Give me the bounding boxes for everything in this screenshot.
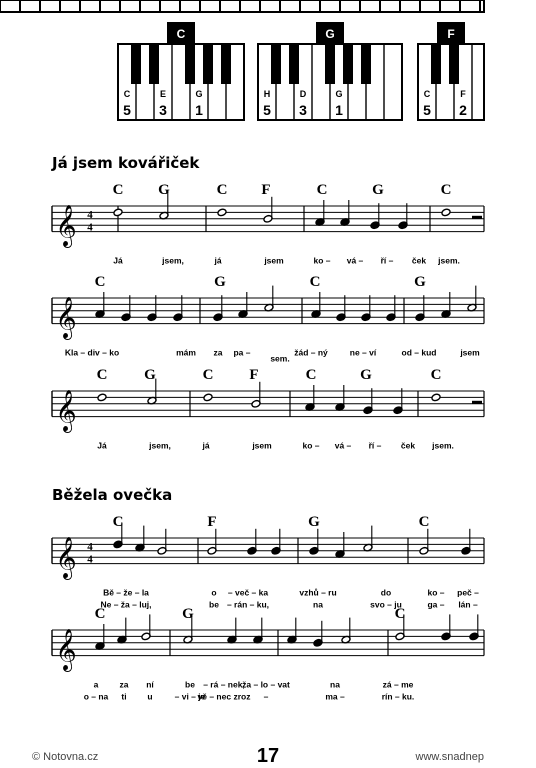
chord-symbol: F — [249, 367, 259, 383]
black-key — [131, 44, 141, 84]
page-number: 17 — [256, 745, 280, 767]
chord-symbol: F — [261, 182, 271, 198]
staff-system — [52, 367, 484, 451]
lyric-syllable: od – kud — [401, 347, 437, 358]
lyric-syllable: ma – — [325, 691, 345, 702]
keyboard-C — [118, 22, 244, 120]
treble-clef-icon: 𝄞 — [55, 629, 77, 671]
lyric-syllable: za — [213, 347, 223, 358]
lyric-syllable: vzhů – ru — [299, 587, 337, 598]
keyboard-G — [258, 22, 402, 120]
lyric-syllable: peč – — [457, 587, 479, 598]
chord-symbol: C — [94, 274, 106, 290]
song-title-1: Já jsem kovářiček — [52, 154, 200, 172]
lyric-syllable: Bě – že – la — [103, 587, 149, 598]
key-note-name: G — [335, 89, 343, 99]
black-key — [149, 44, 159, 84]
song-title-2: Běžela ovečka — [52, 486, 173, 504]
lyric-syllable: lán – — [458, 599, 478, 610]
chord-symbol: G — [144, 367, 156, 383]
lyric-syllable: ne – ví — [349, 347, 377, 358]
chord-symbol: G — [214, 274, 226, 290]
time-signature-bottom: 4 — [87, 553, 93, 566]
note-head — [203, 393, 213, 402]
chord-keyboards — [118, 22, 484, 120]
key-finger-number: 5 — [423, 102, 431, 118]
note-head — [431, 393, 441, 402]
lyric-syllable: Kla – div – ko — [64, 347, 120, 358]
treble-clef-icon: 𝄞 — [55, 390, 77, 432]
lyric-syllable: vě – nec zroz — [197, 691, 251, 702]
lyric-syllable: u — [147, 691, 153, 702]
lyric-syllable: – več – ka — [227, 587, 269, 598]
black-key — [221, 44, 231, 84]
lyric-syllable: jsem — [460, 347, 480, 358]
lyric-syllable: na — [330, 679, 340, 690]
chord-symbol: C — [216, 182, 228, 198]
lyric-syllable: ří – — [380, 255, 394, 266]
lyric-syllable: ček — [400, 440, 416, 451]
key-note-name: G — [195, 89, 203, 99]
note-head — [217, 208, 227, 217]
lyric-syllable: jsem, — [149, 440, 171, 451]
chord-symbol: C — [96, 367, 108, 383]
chord-symbol: G — [414, 274, 426, 290]
lyric-syllable: be — [209, 599, 219, 610]
lyric-syllable: sem. — [270, 353, 290, 364]
key-finger-number: 2 — [459, 102, 467, 118]
lyric-syllable: ní — [146, 679, 154, 690]
lyric-syllable: be — [185, 679, 195, 690]
key-finger-number: 1 — [195, 102, 203, 118]
lyric-syllable: ko – — [313, 255, 331, 266]
chord-symbol: G — [158, 182, 170, 198]
chord-symbol: C — [94, 606, 106, 622]
treble-clef-icon: 𝄞 — [55, 205, 77, 247]
key-note-name: H — [263, 89, 271, 99]
treble-clef-icon: 𝄞 — [55, 297, 77, 339]
half-rest — [472, 401, 482, 404]
black-key — [361, 44, 371, 84]
lyric-syllable: o — [211, 587, 217, 598]
lyric-syllable: o – na — [83, 691, 109, 702]
staff-system — [52, 274, 484, 364]
note-head — [441, 208, 451, 217]
lyric-syllable: jsem — [264, 255, 284, 266]
key-note-name: F — [460, 89, 466, 99]
lyric-syllable: ček — [411, 255, 427, 266]
staff-system — [52, 182, 484, 266]
note-head — [113, 208, 123, 217]
chord-symbol: G — [308, 514, 320, 530]
lyric-syllable: žád – ný — [294, 347, 328, 358]
lyric-syllable: jsem, — [162, 255, 184, 266]
chord-symbol: C — [418, 514, 430, 530]
lyric-syllable: svo – ju — [370, 599, 402, 610]
note-head — [97, 393, 107, 402]
lyric-syllable: já — [202, 440, 210, 451]
key-finger-number: 3 — [299, 102, 307, 118]
footer-copyright: © Notovna.cz — [32, 751, 99, 763]
lyric-syllable: ří – — [368, 440, 382, 451]
lyric-syllable: Já — [113, 255, 123, 266]
lyric-syllable: ža – lo – vat — [242, 679, 290, 690]
chord-symbol: C — [112, 514, 124, 530]
staff-system — [52, 606, 484, 702]
key-finger-number: 3 — [159, 102, 167, 118]
lyric-syllable: jsem. — [438, 255, 460, 266]
half-rest — [472, 216, 482, 219]
key-note-name: D — [299, 89, 307, 99]
chord-label: C — [176, 27, 186, 41]
chord-symbol: C — [394, 606, 406, 622]
lyric-syllable: na — [313, 599, 323, 610]
lyric-syllable: jsem. — [432, 440, 454, 451]
key-finger-number: 1 — [335, 102, 343, 118]
lyric-syllable: – vi – je — [174, 691, 206, 702]
chord-symbol: G — [360, 367, 372, 383]
chord-symbol: F — [207, 514, 217, 530]
keyboard-F — [418, 22, 484, 120]
lyric-syllable: rín – ku. — [381, 691, 415, 702]
chord-symbol: G — [182, 606, 194, 622]
time-signature-bottom: 4 — [87, 221, 93, 234]
chord-symbol: C — [305, 367, 317, 383]
lyric-syllable: mám — [176, 347, 196, 358]
lyric-syllable: zá – me — [382, 679, 414, 690]
treble-clef-icon: 𝄞 — [55, 537, 77, 579]
key-note-name: C — [123, 89, 131, 99]
chord-symbol: C — [112, 182, 124, 198]
top-keyboard-strip — [0, 0, 484, 12]
black-key — [449, 44, 459, 84]
lyric-syllable: jsem — [252, 440, 272, 451]
footer-website: www.snadnep — [415, 751, 484, 763]
black-key — [289, 44, 299, 84]
key-note-name: C — [423, 89, 431, 99]
lyric-syllable: – rán – ku, — [226, 599, 270, 610]
chord-symbol: G — [372, 182, 384, 198]
chord-label: F — [447, 27, 455, 41]
chord-symbol: C — [309, 274, 321, 290]
chord-symbol: C — [430, 367, 442, 383]
black-key — [431, 44, 441, 84]
key-finger-number: 5 — [123, 102, 131, 118]
lyric-syllable: pa – — [233, 347, 251, 358]
staff-system — [52, 514, 484, 610]
black-key — [271, 44, 281, 84]
lyric-syllable: ko – — [302, 440, 320, 451]
lyric-syllable: vá – — [346, 255, 364, 266]
key-finger-number: 5 — [263, 102, 271, 118]
chord-symbol: C — [440, 182, 452, 198]
lyric-syllable: – — [263, 691, 269, 702]
lyric-syllable: za — [119, 679, 129, 690]
time-signature-top: 4 — [87, 208, 93, 221]
lyric-syllable: ko – — [427, 587, 445, 598]
lyric-syllable: – rá – nek, — [203, 679, 245, 690]
time-signature-top: 4 — [87, 540, 93, 553]
black-key — [203, 44, 213, 84]
lyric-syllable: Já — [97, 440, 107, 451]
chord-symbol: C — [316, 182, 328, 198]
lyric-syllable: já — [214, 255, 222, 266]
lyric-syllable: ga – — [427, 599, 445, 610]
lyric-syllable: Ne – ža – luj, — [100, 599, 152, 610]
black-key — [343, 44, 353, 84]
key-note-name: E — [159, 89, 167, 99]
lyric-syllable: vá – — [334, 440, 352, 451]
black-key — [325, 44, 335, 84]
lyric-syllable: ti — [121, 691, 127, 702]
chord-symbol: C — [202, 367, 214, 383]
lyric-syllable: do — [380, 587, 392, 598]
chord-label: G — [325, 27, 335, 41]
black-key — [185, 44, 195, 84]
lyric-syllable: a — [93, 679, 99, 690]
